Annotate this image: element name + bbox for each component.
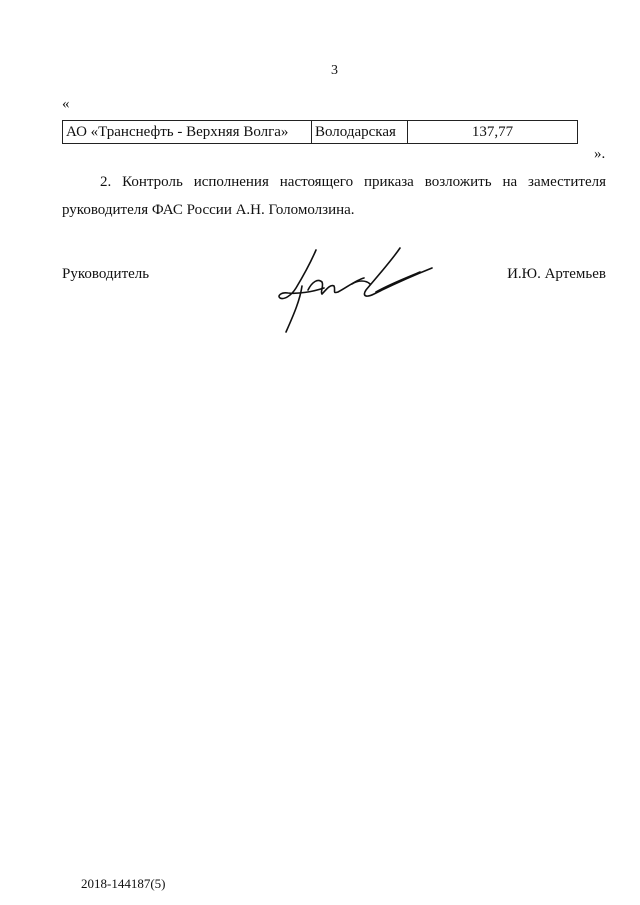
station-cell: Володарская bbox=[312, 121, 408, 144]
document-number: 2018-144187(5) bbox=[81, 876, 166, 891]
page-number: 3 bbox=[331, 63, 338, 78]
control-paragraph: 2. Контроль исполнения настоящего приказа возложить на заместителя руководителя ФАС России А.Н. Голомолзина. bbox=[62, 174, 606, 218]
tariff-table bbox=[62, 120, 578, 144]
company-cell: АО «Транснефть - Верхняя Волга» bbox=[63, 121, 312, 144]
signatory-name: И.Ю. Артемьев bbox=[507, 266, 606, 282]
value-cell: 137,77 bbox=[408, 121, 578, 144]
signatory-role: Руководитель bbox=[62, 266, 150, 282]
table-row bbox=[63, 121, 578, 144]
handwritten-signature bbox=[272, 244, 437, 336]
opening-quote: « bbox=[62, 96, 70, 112]
closing-quote: ». bbox=[594, 146, 606, 162]
